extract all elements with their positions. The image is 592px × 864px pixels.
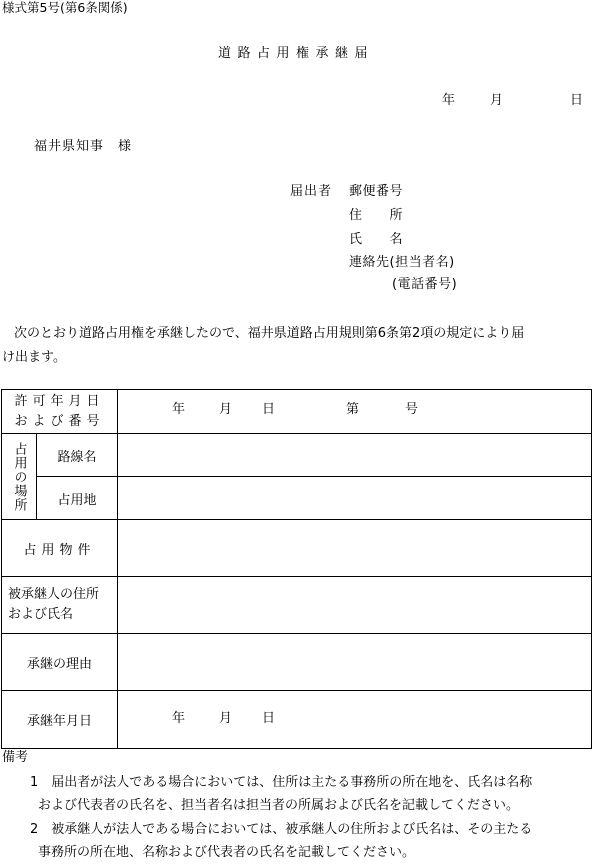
occupied-land-row <box>2 477 592 520</box>
succession-month-label: 月 <box>219 711 233 726</box>
remark-note-1-line-1: 1 届出者が法人である場合においては、住所は主たる事務所の所在地を、氏名は名称 <box>30 775 533 790</box>
intro-line-2: け出ます。 <box>2 350 66 365</box>
remark-note-2 <box>0 818 592 864</box>
occupied-object-value-cell[interactable] <box>118 520 592 577</box>
occupied-land-label-cell <box>37 477 118 520</box>
permit-year-label: 年 <box>172 402 186 417</box>
permit-go-label: 号 <box>405 402 419 417</box>
route-row <box>2 434 592 477</box>
occupied-object-label-cell <box>2 520 118 577</box>
intro-line-1: 次のとおり道路占用権を承継したので、福井県道路占用規則第6条第2項の規定により届 <box>14 326 525 341</box>
reason-label-cell <box>2 634 118 691</box>
reason-label: 承継の理由 <box>27 656 93 672</box>
route-name-label-cell <box>37 434 118 477</box>
succession-date-label-cell <box>2 691 118 749</box>
permit-label-line-1: 許可年月日 <box>14 393 105 409</box>
form-number: 様式第5号(第6条関係) <box>2 0 128 15</box>
occupied-object-row <box>2 520 592 577</box>
remark-note-1-line-2: および代表者の氏名を、担当者名は担当者の所属および氏名を記載してください。 <box>38 798 520 813</box>
predecessor-label-cell <box>2 577 118 634</box>
location-label-cell <box>2 434 37 520</box>
permit-label-cell <box>2 390 118 434</box>
name-label: 氏 名 <box>349 232 404 247</box>
reason-value-cell[interactable] <box>118 634 592 691</box>
contact-label: 連絡先(担当者名) <box>349 255 455 270</box>
succession-form-table <box>1 389 592 749</box>
succession-date-label: 承継年月日 <box>27 714 93 729</box>
permit-value-cell[interactable] <box>118 390 592 434</box>
location-label: 占用の場所 <box>11 441 27 512</box>
postal-code-label: 郵便番号 <box>349 184 404 199</box>
permit-label-line-2: および番号 <box>14 413 105 429</box>
permit-month-label: 月 <box>219 402 233 417</box>
succession-date-row <box>2 691 592 749</box>
predecessor-row <box>2 577 592 634</box>
predecessor-label-line-2: および氏名 <box>8 607 74 622</box>
occupied-land-value-cell[interactable] <box>118 477 592 520</box>
succession-day-label: 日 <box>262 711 276 726</box>
predecessor-label-line-1: 被承継人の住所 <box>8 587 100 602</box>
occupied-land-label: 占用地 <box>57 492 97 508</box>
permit-day-label: 日 <box>262 402 276 417</box>
applicant-label: 届出者 <box>290 184 333 199</box>
permit-dai-label: 第 <box>346 402 360 417</box>
predecessor-value-cell[interactable] <box>118 577 592 634</box>
remark-note-1 <box>0 771 592 817</box>
remark-note-2-line-1: 2 被承継人が法人である場合においては、被承継人の住所および氏名は、その主たる <box>30 822 533 837</box>
intro-text <box>0 322 592 370</box>
route-name-value-cell[interactable] <box>118 434 592 477</box>
addressee: 福井県知事 様 <box>34 139 133 154</box>
occupied-object-label: 占用物件 <box>23 542 96 558</box>
reason-row <box>2 634 592 691</box>
date-year-label: 年 <box>442 93 456 108</box>
permit-row <box>2 390 592 434</box>
address-label: 住 所 <box>349 208 404 223</box>
document-title: 道路占用権承継届 <box>217 46 374 61</box>
succession-year-label: 年 <box>172 711 186 726</box>
route-name-label: 路線名 <box>57 449 97 465</box>
remark-note-2-line-2: 事務所の所在地、名称および代表者の氏名を記載してください。 <box>38 845 416 860</box>
date-month-label: 月 <box>490 93 504 108</box>
succession-date-value-cell[interactable] <box>118 691 592 749</box>
remarks-title: 備考 <box>2 750 29 765</box>
date-day-label: 日 <box>570 93 584 108</box>
submission-date <box>442 94 592 108</box>
phone-label: (電話番号) <box>392 277 458 292</box>
